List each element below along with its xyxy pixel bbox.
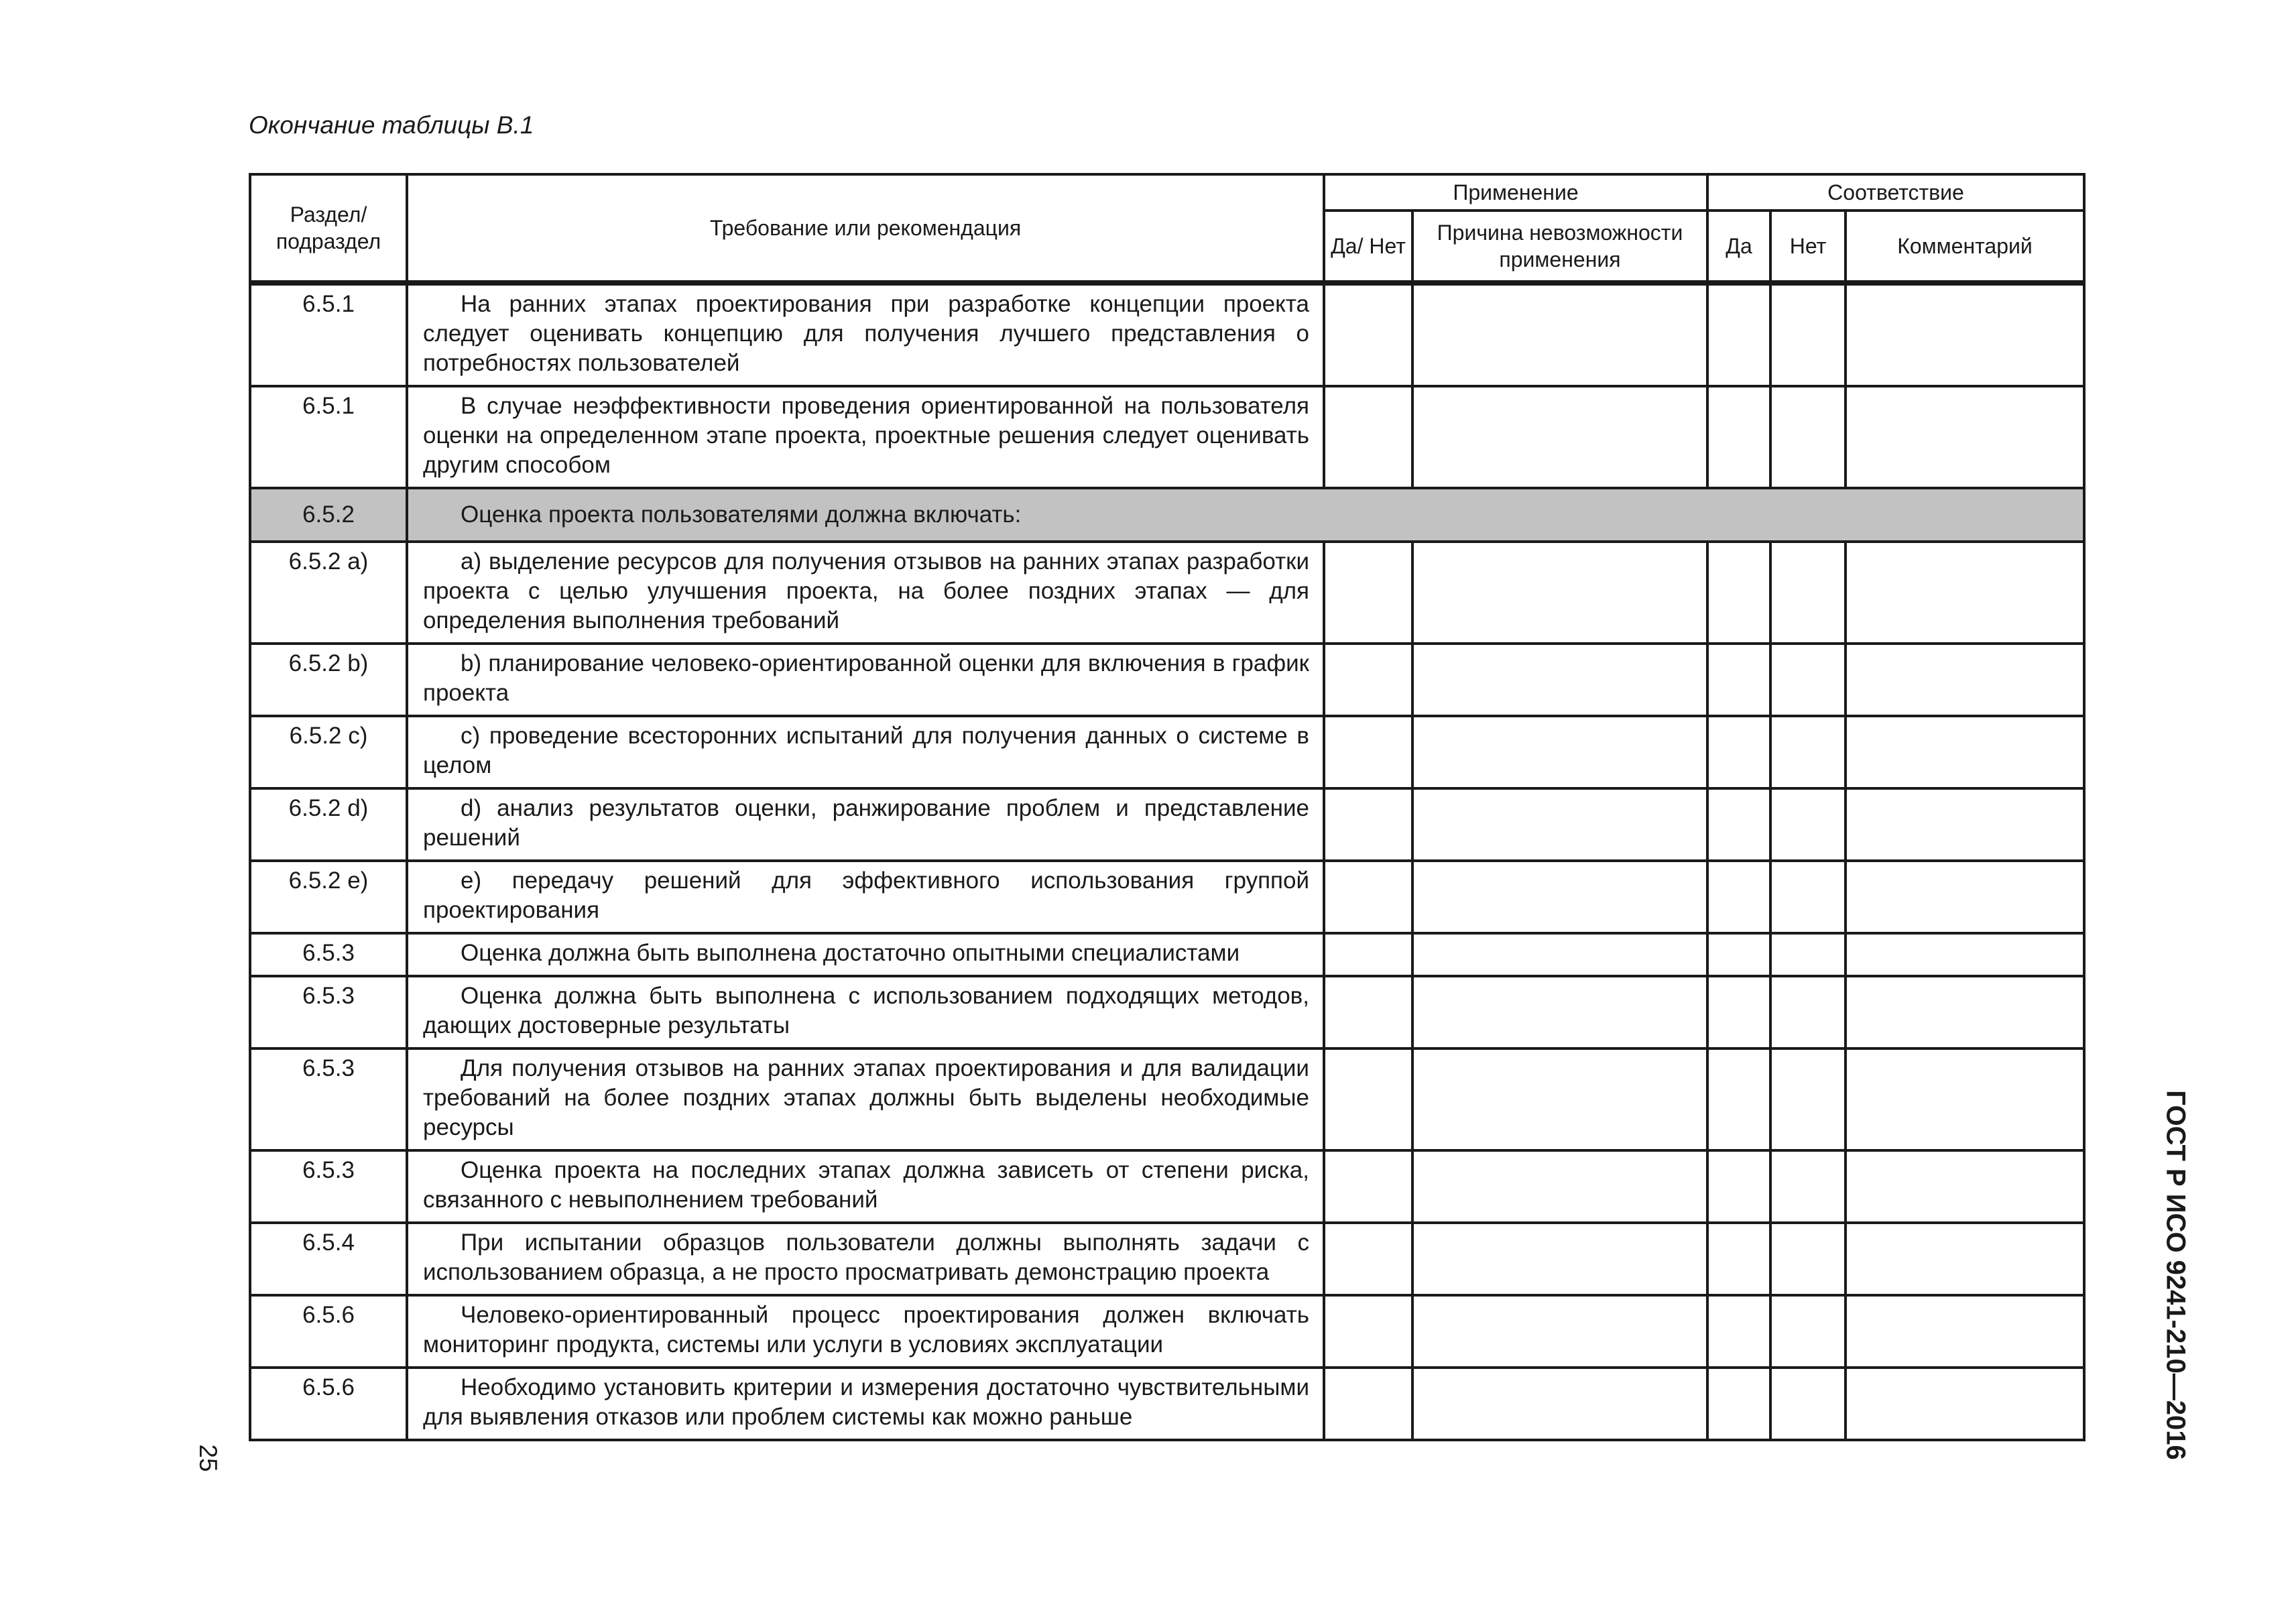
cell-reason[interactable] (1412, 644, 1707, 716)
row-code: 6.5.3 (250, 1048, 407, 1150)
cell-yes-no[interactable] (1324, 1150, 1412, 1223)
row-code: 6.5.3 (250, 933, 407, 976)
cell-no[interactable] (1770, 542, 1846, 644)
table-row (250, 644, 2084, 716)
cell-yes-no[interactable] (1324, 542, 1412, 644)
row-requirement: В случае неэффективности проведения ориентированной на пользователя оценки на определенном этапе проекта, проектные решения следует оценивать другим способом (407, 386, 1324, 488)
document-standard-label: ГОСТ Р ИСО 9241-210—2016 (2161, 1090, 2191, 1460)
cell-no[interactable] (1770, 1223, 1846, 1295)
row-requirement: e) передачу решений для эффективного использования группой проектирования (407, 861, 1324, 933)
header-yes-no: Да/ Нет (1324, 211, 1412, 282)
row-code: 6.5.2 c) (250, 716, 407, 788)
cell-reason[interactable] (1412, 386, 1707, 488)
table-row-group-header (250, 488, 2084, 542)
cell-reason[interactable] (1412, 933, 1707, 976)
cell-yes[interactable] (1707, 861, 1770, 933)
cell-comment[interactable] (1846, 644, 2084, 716)
row-code: 6.5.3 (250, 976, 407, 1048)
row-requirement: Оценка проекта пользователями должна включать: (407, 488, 2084, 542)
table-row (250, 861, 2084, 933)
table-row (250, 788, 2084, 861)
row-requirement: Человеко-ориентированный процесс проектирования должен включать мониторинг продукта, системы или услуги в условиях эксплуатации (407, 1295, 1324, 1368)
page-number: 25 (194, 1444, 222, 1472)
row-code: 6.5.4 (250, 1223, 407, 1295)
cell-yes-no[interactable] (1324, 1048, 1412, 1150)
row-requirement: Оценка должна быть выполнена достаточно опытными специалистами (407, 933, 1324, 976)
table-row (250, 1368, 2084, 1440)
header-application: Применение (1324, 174, 1707, 211)
cell-comment[interactable] (1846, 1150, 2084, 1223)
cell-no[interactable] (1770, 1150, 1846, 1223)
cell-reason[interactable] (1412, 284, 1707, 386)
table-row (250, 1048, 2084, 1150)
row-code: 6.5.2 a) (250, 542, 407, 644)
requirements-table (249, 173, 2086, 1441)
header-yes: Да (1707, 211, 1770, 282)
cell-comment[interactable] (1846, 1295, 2084, 1368)
table-row (250, 542, 2084, 644)
row-requirement: b) планирование человеко-ориентированной оценки для включения в график проекта (407, 644, 1324, 716)
cell-no[interactable] (1770, 933, 1846, 976)
cell-yes[interactable] (1707, 716, 1770, 788)
header-requirement: Требование или рекомендация (407, 174, 1324, 282)
cell-yes[interactable] (1707, 976, 1770, 1048)
table-row (250, 716, 2084, 788)
row-code: 6.5.2 b) (250, 644, 407, 716)
cell-no[interactable] (1770, 1295, 1846, 1368)
row-requirement: Для получения отзывов на ранних этапах проектирования и для валидации требований на более поздних этапах должны быть выделены необходимые ресурсы (407, 1048, 1324, 1150)
row-code: 6.5.2 e) (250, 861, 407, 933)
cell-yes[interactable] (1707, 542, 1770, 644)
cell-comment[interactable] (1846, 1048, 2084, 1150)
cell-comment[interactable] (1846, 542, 2084, 644)
cell-yes-no[interactable] (1324, 386, 1412, 488)
cell-reason[interactable] (1412, 542, 1707, 644)
table-row (250, 284, 2084, 386)
cell-comment[interactable] (1846, 976, 2084, 1048)
cell-no[interactable] (1770, 386, 1846, 488)
row-code: 6.5.6 (250, 1295, 407, 1368)
row-requirement: c) проведение всесторонних испытаний для получения данных о системе в целом (407, 716, 1324, 788)
cell-comment[interactable] (1846, 933, 2084, 976)
row-code: 6.5.3 (250, 1150, 407, 1223)
cell-reason[interactable] (1412, 1150, 1707, 1223)
cell-comment[interactable] (1846, 861, 2084, 933)
cell-reason[interactable] (1412, 716, 1707, 788)
cell-yes-no[interactable] (1324, 788, 1412, 861)
row-code: 6.5.6 (250, 1368, 407, 1440)
table-row (250, 1223, 2084, 1295)
table-caption: Окончание таблицы В.1 (249, 111, 534, 139)
cell-yes[interactable] (1707, 1295, 1770, 1368)
cell-yes-no[interactable] (1324, 861, 1412, 933)
table-row (250, 1150, 2084, 1223)
cell-no[interactable] (1770, 861, 1846, 933)
row-requirement: Необходимо установить критерии и измерения достаточно чувствительными для выявления отказов или проблем системы как можно раньше (407, 1368, 1324, 1440)
row-requirement: Оценка должна быть выполнена с использованием подходящих методов, дающих достоверные результаты (407, 976, 1324, 1048)
table-row (250, 1295, 2084, 1368)
cell-no[interactable] (1770, 644, 1846, 716)
table-row (250, 976, 2084, 1048)
cell-reason[interactable] (1412, 788, 1707, 861)
row-code: 6.5.1 (250, 284, 407, 386)
table-row (250, 933, 2084, 976)
cell-reason[interactable] (1412, 1368, 1707, 1440)
cell-no[interactable] (1770, 284, 1846, 386)
cell-yes[interactable] (1707, 1048, 1770, 1150)
cell-yes-no[interactable] (1324, 1223, 1412, 1295)
cell-yes-no[interactable] (1324, 716, 1412, 788)
header-reason: Причина невозможности применения (1412, 211, 1707, 282)
cell-no[interactable] (1770, 788, 1846, 861)
header-no: Нет (1770, 211, 1846, 282)
cell-yes[interactable] (1707, 933, 1770, 976)
cell-yes-no[interactable] (1324, 1368, 1412, 1440)
header-comment: Комментарий (1846, 211, 2084, 282)
row-requirement: Оценка проекта на последних этапах должна зависеть от степени риска, связанного с невыполнением требований (407, 1150, 1324, 1223)
cell-comment[interactable] (1846, 1368, 2084, 1440)
row-requirement: При испытании образцов пользователи должны выполнять задачи с использованием образца, а не просто просматривать демонстрацию проекта (407, 1223, 1324, 1295)
cell-yes[interactable] (1707, 386, 1770, 488)
cell-yes[interactable] (1707, 644, 1770, 716)
cell-yes-no[interactable] (1324, 1295, 1412, 1368)
cell-yes[interactable] (1707, 1223, 1770, 1295)
cell-no[interactable] (1770, 1368, 1846, 1440)
cell-no[interactable] (1770, 976, 1846, 1048)
cell-reason[interactable] (1412, 1223, 1707, 1295)
cell-yes-no[interactable] (1324, 284, 1412, 386)
cell-yes[interactable] (1707, 1368, 1770, 1440)
cell-yes-no[interactable] (1324, 644, 1412, 716)
cell-reason[interactable] (1412, 861, 1707, 933)
table-row (250, 386, 2084, 488)
cell-comment[interactable] (1846, 386, 2084, 488)
cell-no[interactable] (1770, 716, 1846, 788)
cell-comment[interactable] (1846, 716, 2084, 788)
cell-yes[interactable] (1707, 284, 1770, 386)
header-compliance: Соответствие (1707, 174, 2084, 211)
cell-yes-no[interactable] (1324, 976, 1412, 1048)
row-requirement: d) анализ результатов оценки, ранжирование проблем и представление решений (407, 788, 1324, 861)
row-requirement: а) выделение ресурсов для получения отзывов на ранних этапах разработки проекта с целью улучшения проекта, на более поздних этапах — для определения выполнения требований (407, 542, 1324, 644)
cell-yes-no[interactable] (1324, 933, 1412, 976)
cell-reason[interactable] (1412, 1295, 1707, 1368)
cell-reason[interactable] (1412, 1048, 1707, 1150)
cell-yes[interactable] (1707, 788, 1770, 861)
row-code: 6.5.2 (250, 488, 407, 542)
cell-comment[interactable] (1846, 284, 2084, 386)
cell-reason[interactable] (1412, 976, 1707, 1048)
row-code: 6.5.2 d) (250, 788, 407, 861)
cell-yes[interactable] (1707, 1150, 1770, 1223)
row-requirement: На ранних этапах проектирования при разработке концепции проекта следует оценивать концепцию для получения лучшего представления о потребностях пользователей (407, 284, 1324, 386)
cell-comment[interactable] (1846, 788, 2084, 861)
header-section: Раздел/ подраздел (250, 174, 407, 282)
row-code: 6.5.1 (250, 386, 407, 488)
cell-comment[interactable] (1846, 1223, 2084, 1295)
cell-no[interactable] (1770, 1048, 1846, 1150)
